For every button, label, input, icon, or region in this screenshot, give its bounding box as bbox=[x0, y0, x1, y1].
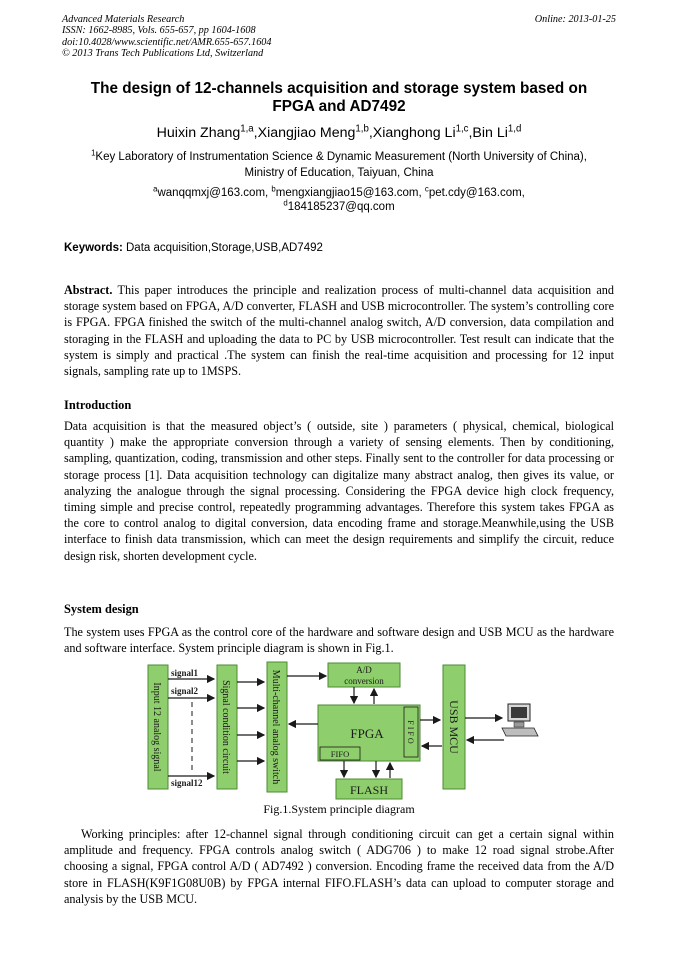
email-c: pet.cdy@163.com, bbox=[428, 187, 525, 199]
journal-name: Advanced Materials Research bbox=[62, 14, 185, 25]
author-3-sup: 1,c bbox=[455, 123, 469, 135]
conditioning-label: Signal condition circuit bbox=[220, 680, 231, 774]
working-principles-paragraph: Working principles: after 12-channel signal through conditioning circuit can get a certain signal within amplitude and frequency. FPGA controls analog switch ( ADG706 ) to make 12 road signal strobe.After choosing a signal, FPGA control A/D ( AD7492 ) conversion. Encoding frame the received data from the A/D store in FLASH(K9F1G08U0B) by FPGA internal FIFO.FLASH’s data can upload to computer storage and analysis by the USB MCU. bbox=[64, 827, 614, 906]
author-2-sup: 1,b bbox=[355, 123, 369, 135]
usb-mcu-label: USB MCU bbox=[447, 700, 461, 754]
introduction-paragraph: Data acquisition is that the measured object’s ( outside, site ) parameters ( physical, chemical, biological quantity ) make the appropriate conversion through a variety of sensing elements. Then by conditioning, sampling, quantization, coding, transmission and other steps. Finally sent to the controller for data processing or storage process [1]. Data acquisition technology can digitalize many abstract analog, then gives its value, or analyzing the analogue through the signal processing. Considering the FPGA device high clock frequency, timing simple and precise control, repeatedly programming advantages. Therefore this system takes FPGA as the core to control analog to digital conversion, data encoding frame and storage.Meanwhile,using the USB interface to finish data transmission, which can meet the design requirements and simplify the circuit, reduce design risk, shorten development cycle. bbox=[64, 419, 614, 563]
paper-title bbox=[62, 80, 616, 116]
introduction-heading: Introduction bbox=[64, 398, 132, 412]
affiliation-line-2: Ministry of Education, Taiyuan, China bbox=[244, 166, 434, 179]
doi-line: doi:10.4028/www.scientific.net/AMR.655-657.1604 bbox=[62, 36, 272, 48]
email-a-sup: a bbox=[153, 184, 158, 194]
email-b-sup: b bbox=[271, 184, 276, 194]
author-4: ,Bin Li bbox=[468, 125, 508, 141]
fpga-label: FPGA bbox=[350, 726, 384, 741]
figure-caption: Fig.1.System principle diagram bbox=[263, 802, 415, 816]
issn-line: ISSN: 1662-8985, Vols. 655-657, pp 1604-1608 bbox=[62, 25, 256, 37]
email-b: mengxiangjiao15@163.com, bbox=[275, 187, 425, 199]
running-header bbox=[62, 14, 616, 59]
online-date: Online: 2013-01-25 bbox=[534, 14, 616, 25]
analog-switch-label: Multi-channel analog switch bbox=[270, 669, 281, 785]
author-1-sup: 1,a bbox=[240, 123, 254, 135]
ad-label-line2: conversion bbox=[344, 676, 384, 686]
author-1: Huixin Zhang bbox=[156, 125, 241, 141]
keywords-text: Data acquisition,Storage,USB,AD7492 bbox=[122, 242, 323, 254]
email-d-sup: d bbox=[283, 198, 288, 208]
abstract-paragraph bbox=[64, 282, 614, 379]
email-d: 184185237@qq.com bbox=[287, 201, 395, 213]
system-principle-diagram bbox=[140, 660, 540, 800]
fpga-usb-fifo-label: F I F O bbox=[406, 720, 415, 744]
author-2: ,Xiangjiao Meng bbox=[253, 125, 356, 141]
title-line-2: FPGA and AD7492 bbox=[272, 98, 406, 115]
affiliation-line-1: Key Laboratory of Instrumentation Science & Dynamic Measurement (North University of China), bbox=[95, 151, 587, 163]
system-design-heading: System design bbox=[64, 602, 139, 616]
signal2-label: signal2 bbox=[171, 686, 199, 696]
title-line-1: The design of 12-channels acquisition and storage system based on bbox=[90, 80, 588, 97]
ad-label-line1: A/D bbox=[356, 665, 372, 675]
keywords-label: Keywords: bbox=[64, 242, 123, 254]
copyright-line: © 2013 Trans Tech Publications Ltd, Switzerland bbox=[62, 47, 264, 59]
author-3: ,Xianghong Li bbox=[368, 125, 456, 141]
email-c-sup: c bbox=[424, 184, 429, 194]
system-design-paragraph: The system uses FPGA as the control core of the hardware and software design and USB MCU as the hardware and software interface. System principle diagram is shown in Fig.1. bbox=[64, 625, 614, 656]
abstract-label: Abstract. bbox=[64, 283, 113, 297]
fpga-flash-fifo-label: FIFO bbox=[330, 749, 350, 759]
keywords bbox=[64, 242, 616, 254]
email-a: wanqqmxj@163.com, bbox=[157, 187, 272, 199]
signal1-label: signal1 bbox=[171, 668, 199, 678]
author-4-sup: 1,d bbox=[507, 123, 522, 135]
input-signal-label: Input 12 analog signal bbox=[151, 682, 162, 772]
signal12-label: signal12 bbox=[171, 778, 203, 788]
affiliation bbox=[62, 150, 616, 181]
affiliation-sup: 1 bbox=[91, 148, 96, 158]
author-list bbox=[62, 124, 616, 142]
author-emails bbox=[62, 186, 616, 214]
flash-label: FLASH bbox=[349, 783, 389, 797]
abstract-text: This paper introduces the principle and realization process of multi-channel data acquisition and storage system based on FPGA, A/D converter, FLASH and USB microcontroller. The system’s controlling core is FPGA. FPGA finished the switch of the multi-channel analog switch, A/D conversion, data compilation and storaging in the FLASH and uploading the data to PC by USB microcontroller. Test result can indicate that the system is simply and practical .The system can finish the real-time acquisition and processing for 12 input signals, sampling rate up to 1MSPS. bbox=[64, 283, 614, 379]
computer-icon bbox=[502, 704, 538, 736]
